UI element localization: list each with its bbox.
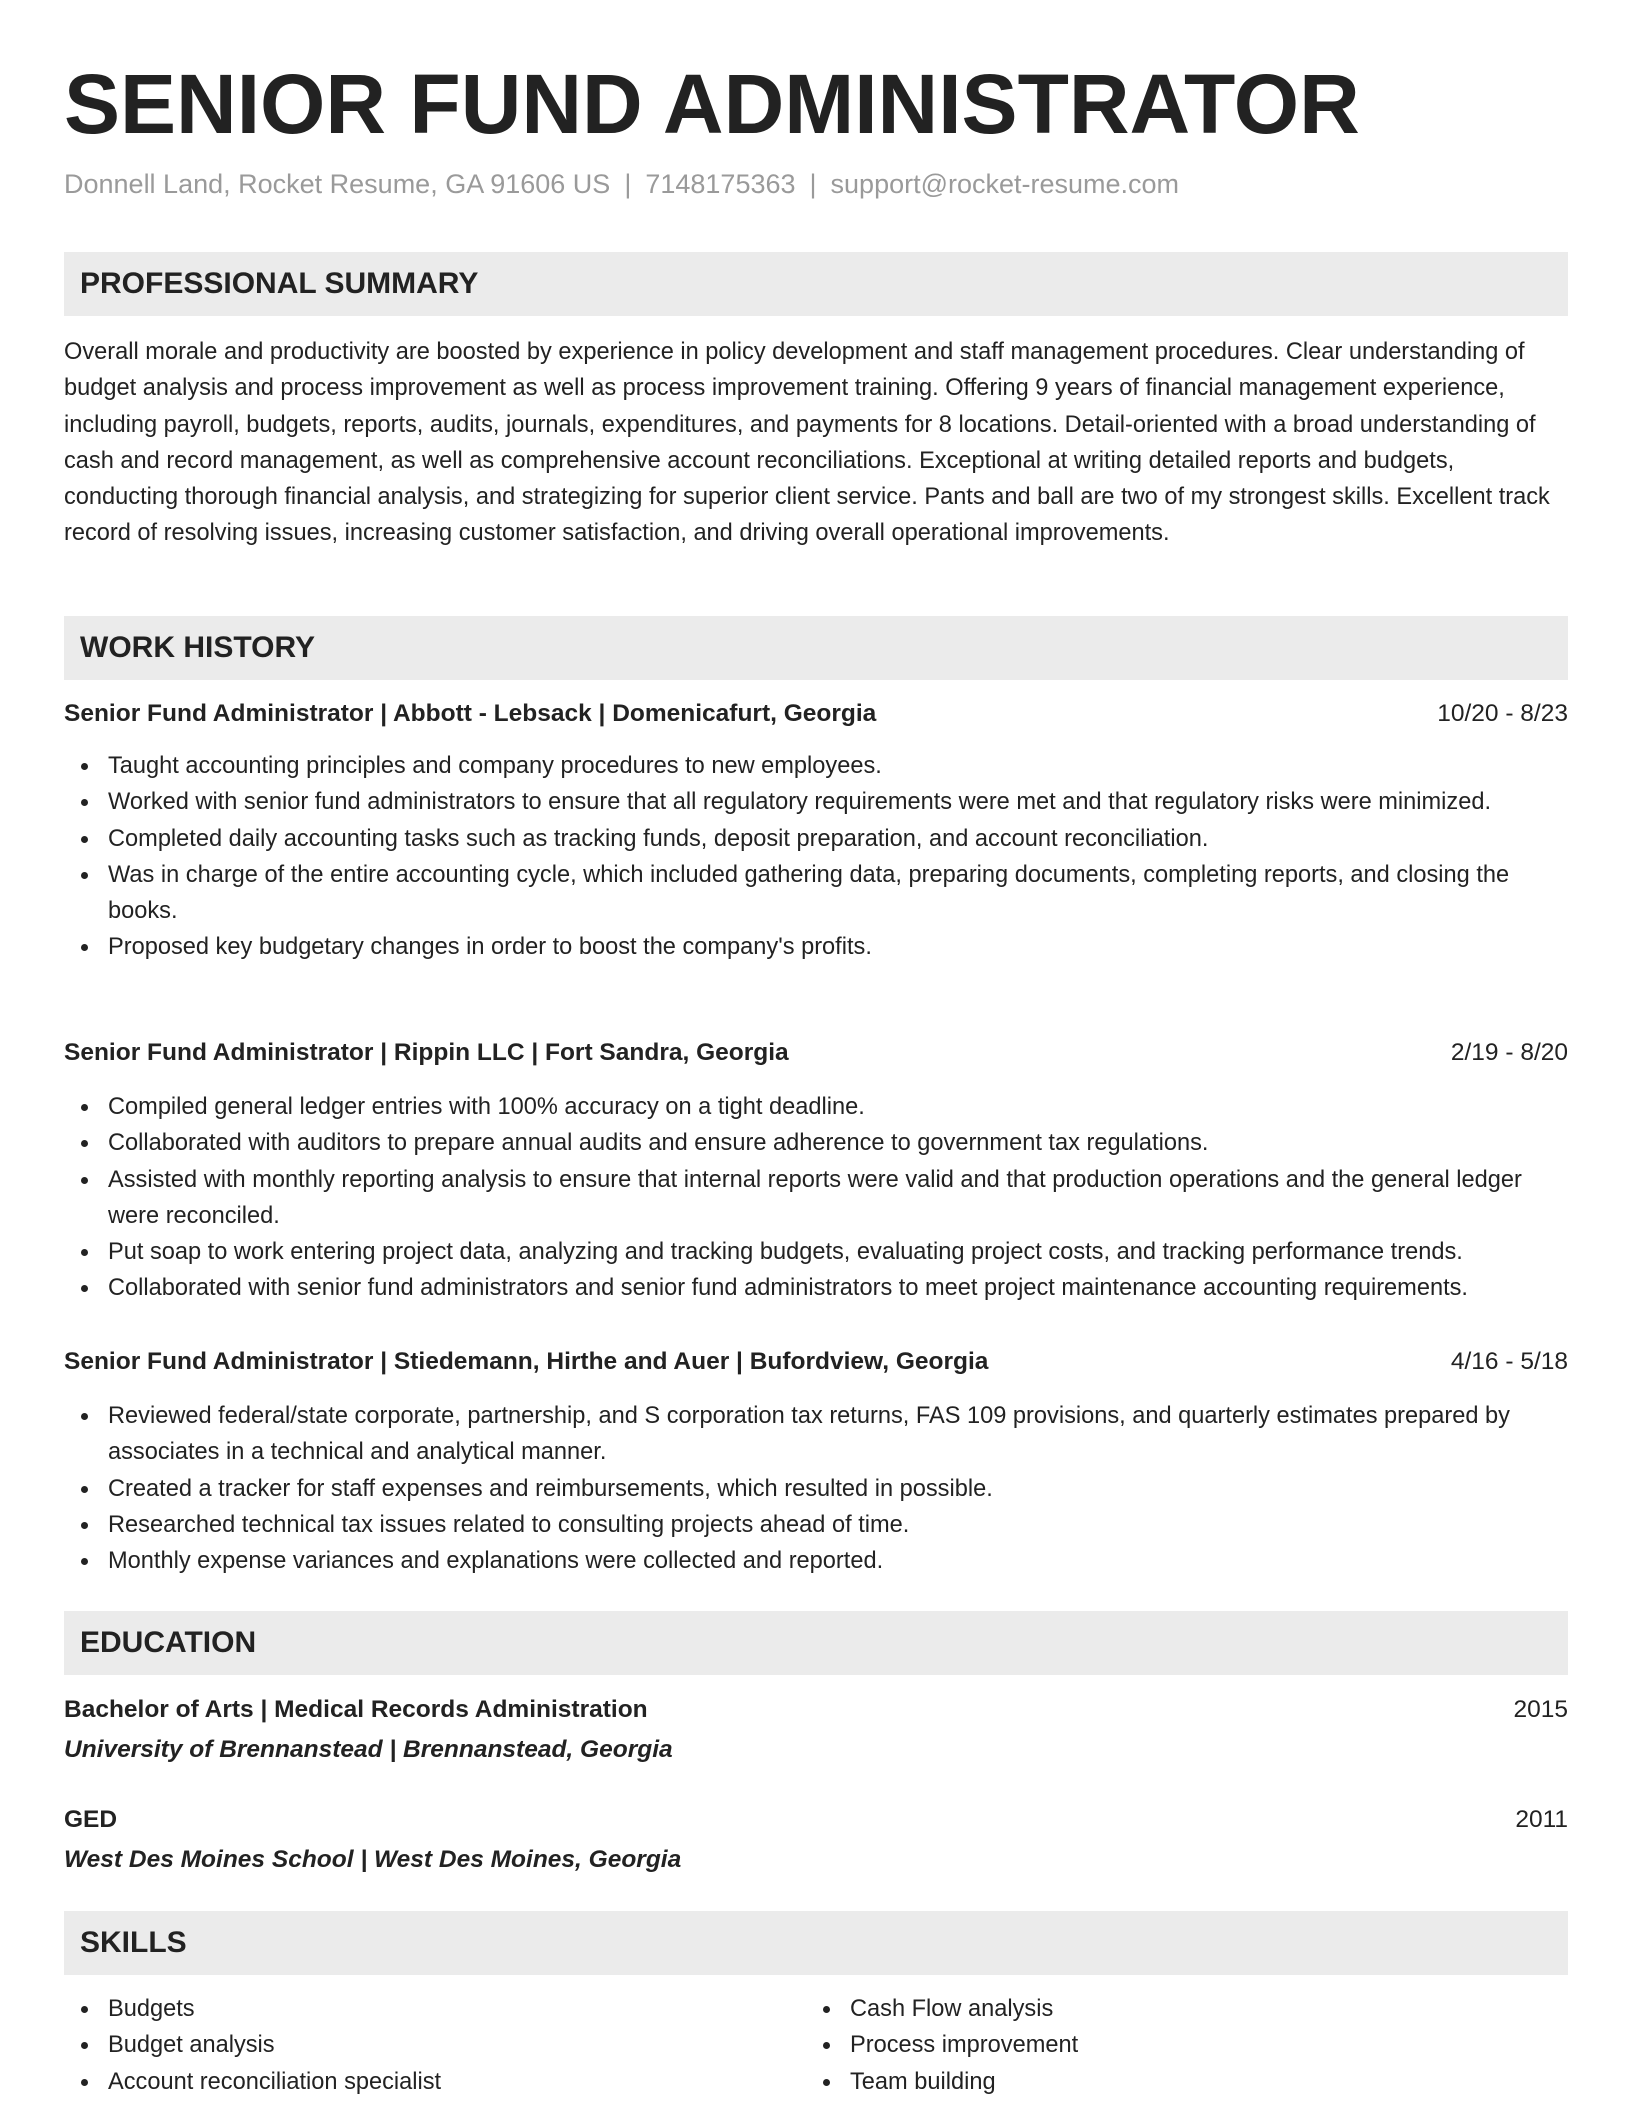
job-dates: 4/16 - 5/18 xyxy=(1450,1348,1568,1375)
skill-item: Cash Flow analysis xyxy=(850,1991,1506,2027)
contact-phone: 7148175363 xyxy=(645,169,796,199)
education-degree: Bachelor of Arts | Medical Records Administration xyxy=(64,1696,648,1723)
resume-title: SENIOR FUND ADMINISTRATOR xyxy=(64,57,1360,151)
skill-item: Account reconciliation specialist xyxy=(108,2064,764,2100)
job-bullet: Collaborated with auditors to prepare annual audits and ensure adherence to government tax regulations. xyxy=(108,1125,1568,1161)
job-bullet: Created a tracker for staff expenses and reimbursements, which resulted in possible. xyxy=(108,1471,1568,1507)
job-bullet: Collaborated with senior fund administrators and senior fund administrators to meet project maintenance accounting requirements. xyxy=(108,1270,1568,1306)
skill-item: Team building xyxy=(850,2064,1506,2100)
education-school: University of Brennanstead | Brennanstead, Georgia xyxy=(64,1736,673,1763)
skill-item: Budgets xyxy=(108,1991,764,2027)
job-bullet: Researched technical tax issues related to consulting projects ahead of time. xyxy=(108,1507,1568,1543)
job-dates: 10/20 - 8/23 xyxy=(1437,700,1568,727)
education-year: 2011 xyxy=(1515,1806,1568,1833)
job-title: Senior Fund Administrator | Abbott - Lebsack | Domenicafurt, Georgia xyxy=(64,700,877,727)
job-bullet: Was in charge of the entire accounting cycle, which included gathering data, preparing documents, completing reports, and closing the books. xyxy=(108,857,1568,930)
job-bullet-list xyxy=(64,748,1568,966)
contact-separator: | xyxy=(809,169,817,199)
job-bullet: Worked with senior fund administrators to ensure that all regulatory requirements were met and that regulatory risks were minimized. xyxy=(108,784,1568,820)
contact-email: support@rocket-resume.com xyxy=(830,169,1180,199)
job-bullet: Compiled general ledger entries with 100% accuracy on a tight deadline. xyxy=(108,1089,1568,1125)
contact-address: Donnell Land, Rocket Resume, GA 91606 US xyxy=(64,169,611,199)
education-degree: GED xyxy=(64,1806,118,1833)
job-bullet-list xyxy=(64,1089,1568,1307)
job-dates: 2/19 - 8/20 xyxy=(1450,1039,1568,1066)
job-bullet: Reviewed federal/state corporate, partnership, and S corporation tax returns, FAS 109 provisions, and quarterly estimates prepared by associates in a technical and analytical manner. xyxy=(108,1398,1568,1471)
education-header xyxy=(64,1692,1568,1728)
section-heading-education: EDUCATION xyxy=(64,1611,1568,1675)
job-header xyxy=(64,1035,1568,1071)
skills-list-right xyxy=(806,1991,1506,2100)
job-header xyxy=(64,696,1568,732)
job-title: Senior Fund Administrator | Rippin LLC | Fort Sandra, Georgia xyxy=(64,1039,789,1066)
job-bullet-list xyxy=(64,1398,1568,1579)
job-bullet: Put soap to work entering project data, analyzing and tracking budgets, evaluating project costs, and tracking performance trends. xyxy=(108,1234,1568,1270)
education-year: 2015 xyxy=(1513,1696,1568,1723)
job-header xyxy=(64,1344,1568,1380)
contact-separator: | xyxy=(624,169,632,199)
job-bullet: Monthly expense variances and explanations were collected and reported. xyxy=(108,1543,1568,1579)
contact-line xyxy=(64,166,1179,202)
education-school: West Des Moines School | West Des Moines, Georgia xyxy=(64,1846,682,1873)
section-heading-work-history: WORK HISTORY xyxy=(64,616,1568,680)
job-bullet: Proposed key budgetary changes in order to boost the company's profits. xyxy=(108,929,1568,965)
section-heading-summary: PROFESSIONAL SUMMARY xyxy=(64,252,1568,316)
job-bullet: Completed daily accounting tasks such as tracking funds, deposit preparation, and account reconciliation. xyxy=(108,821,1568,857)
summary-text: Overall morale and productivity are boosted by experience in policy development and staff management procedures. Clear understanding of budget analysis and process improvement as well as process improvement training. Offering 9 years of financial management experience, including payroll, budgets, reports, audits, journals, expenditures, and payments for 8 locations. Detail-oriented with a broad understanding of cash and record management, as well as comprehensive account reconciliations. Exceptional at writing detailed reports and budgets, conducting thorough financial analysis, and strategizing for superior client service. Pants and ball are two of my strongest skills. Excellent track record of resolving issues, increasing customer satisfaction, and driving overall operational improvements. xyxy=(64,339,1550,547)
job-bullet: Taught accounting principles and company procedures to new employees. xyxy=(108,748,1568,784)
education-header xyxy=(64,1802,1568,1838)
skill-item: Process improvement xyxy=(850,2027,1506,2063)
job-bullet: Assisted with monthly reporting analysis to ensure that internal reports were valid and that production operations and the general ledger were reconciled. xyxy=(108,1162,1568,1235)
job-title: Senior Fund Administrator | Stiedemann, Hirthe and Auer | Bufordview, Georgia xyxy=(64,1348,989,1375)
skills-list-left xyxy=(64,1991,764,2100)
skill-item: Budget analysis xyxy=(108,2027,764,2063)
section-heading-skills: SKILLS xyxy=(64,1911,1568,1975)
